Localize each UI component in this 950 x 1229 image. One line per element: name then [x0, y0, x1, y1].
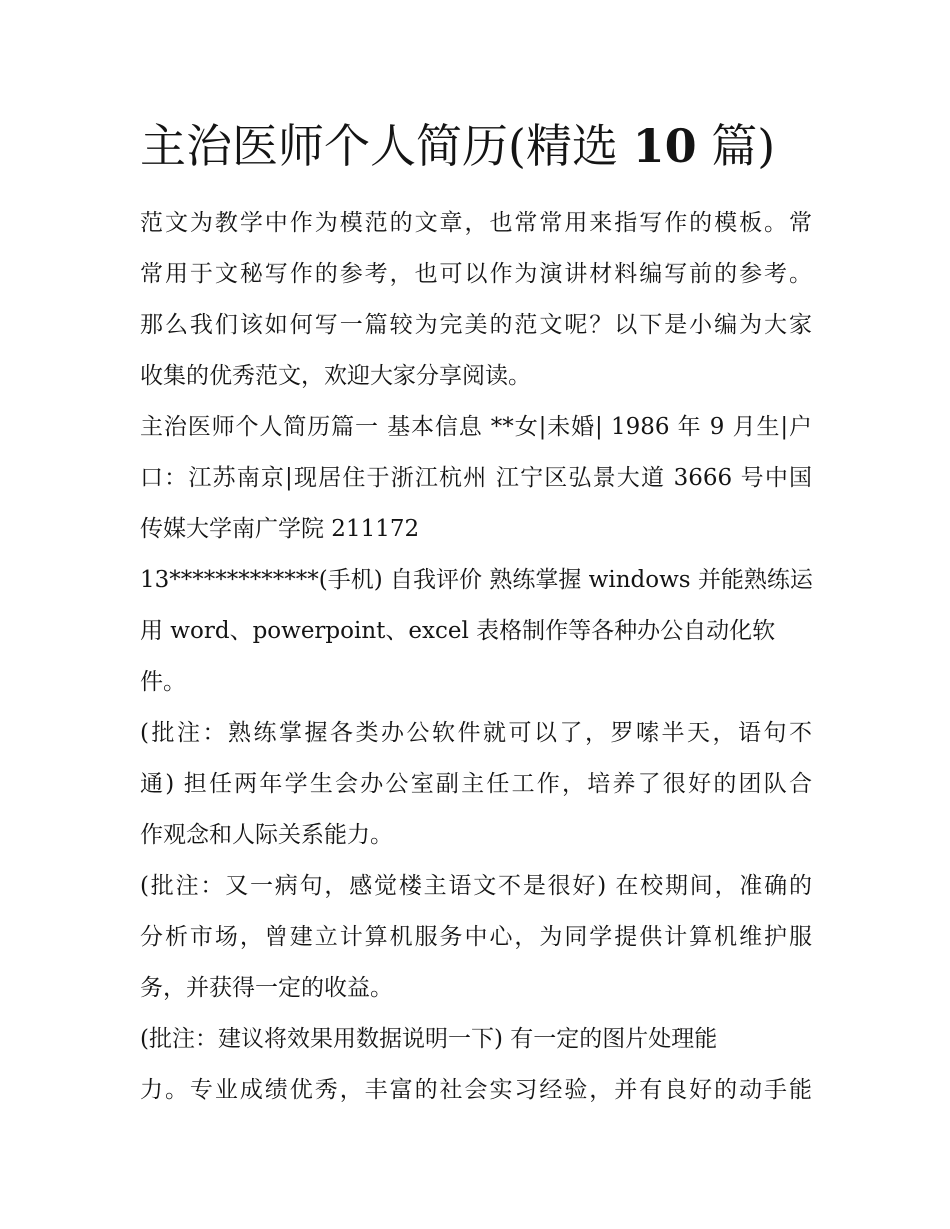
document-body: [140, 198, 812, 1116]
text-line: 力。专业成绩优秀，丰富的社会实习经验，并有良好的动手能: [140, 1077, 812, 1103]
text-line: 件。: [140, 669, 186, 695]
paragraph-comment-two: [140, 861, 812, 1014]
text-line: 传媒大学南广学院 211172: [140, 516, 420, 542]
text-line: 务，并获得一定的收益。: [140, 975, 393, 1001]
text-line: 口：江苏南京|现居住于浙江杭州 江宁区弘景大道 3666 号中国: [140, 465, 812, 491]
paragraph-intro: [140, 198, 812, 402]
document-title: [140, 116, 840, 176]
paragraph-basic-info: [140, 402, 812, 555]
text-line: (批注：又一病句，感觉楼主语文不是很好) 在校期间，准确的: [140, 873, 812, 899]
text-line: 收集的优秀范文，欢迎大家分享阅读。: [140, 363, 531, 389]
text-line: 作观念和人际关系能力。: [140, 822, 393, 848]
text-line: 范文为教学中作为模范的文章，也常常用来指写作的模板。常: [140, 210, 812, 236]
text-line: 用 word、powerpoint、excel 表格制作等各种办公自动化软: [140, 618, 776, 644]
text-line: 那么我们该如何写一篇较为完美的范文呢？以下是小编为大家: [140, 312, 812, 338]
title-text-number: 10: [632, 119, 697, 173]
text-line: (批注：建议将效果用数据说明一下) 有一定的图片处理能: [140, 1026, 718, 1052]
text-line: 通) 担任两年学生会办公室副主任工作，培养了很好的团队合: [140, 771, 812, 797]
text-line: 分析市场，曾建立计算机服务中心，为同学提供计算机维护服: [140, 924, 812, 950]
text-line: (批注：熟练掌握各类办公软件就可以了，罗嗦半天，语句不: [140, 720, 812, 746]
title-text-suffix: 篇): [696, 119, 776, 173]
paragraph-comment-three: [140, 1014, 812, 1116]
text-line: 主治医师个人简历篇一 基本信息 **女|未婚| 1986 年 9 月生|户: [140, 414, 812, 440]
text-line: 13*************(手机) 自我评价 熟练掌握 windows 并能熟练运: [140, 567, 813, 593]
paragraph-comment-one: [140, 708, 812, 861]
paragraph-self-evaluation: [140, 555, 812, 708]
text-line: 常用于文秘写作的参考，也可以作为演讲材料编写前的参考。: [140, 261, 812, 287]
title-text-prefix: 主治医师个人简历(精选: [140, 119, 633, 173]
